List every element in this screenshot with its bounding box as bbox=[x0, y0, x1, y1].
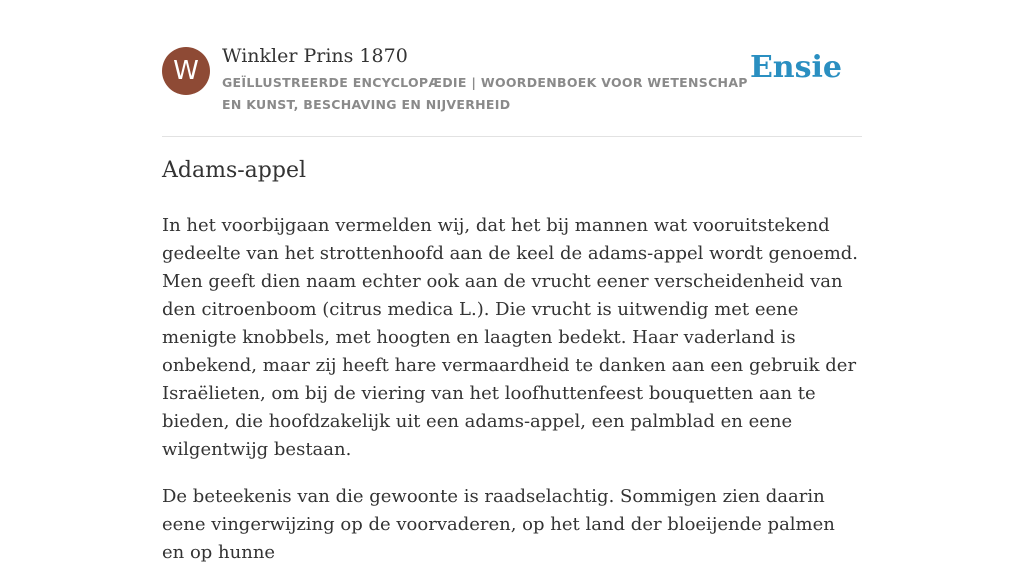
entry-title: Adams-appel bbox=[162, 158, 307, 183]
source-title[interactable]: Winkler Prins 1870 bbox=[222, 45, 408, 67]
source-subtitle: GEÏLLUSTREERDE ENCYCLOPÆDIE | WOORDENBOEK VOOR WETENSCHAP EN KUNST, BESCHAVING EN NIJVERHEID bbox=[222, 75, 748, 112]
ensie-logo-link[interactable]: Ensie bbox=[749, 50, 842, 85]
entry-paragraph: De beteekenis van die gewoonte is raadselachtig. Sommigen zien daarin eene vingerwijzing op de voorvaderen, op het land der bloeijende palmen en op hunne bbox=[162, 486, 835, 563]
source-avatar[interactable]: W bbox=[162, 47, 210, 95]
page-content bbox=[162, 0, 862, 563]
entry-paragraph: In het voorbijgaan vermelden wij, dat het bij mannen wat vooruitstekend gedeelte van het strottenhoofd aan de keel de adams-appel wordt genoemd. Men geeft dien naam echter ook aan de vrucht eener verscheidenheid van den citroenboom (citrus medica L.). Die vrucht is uitwendig met eene menigte knobbels, met hoogten en laagten bedekt. Haar vaderland is onbekend, maar zij heeft hare vermaardheid te danken aan een gebruik der Israëlieten, om bij de viering van het loofhuttenfeest bouquetten aan te bieden, die hoofdzakelijk uit een adams-appel, een palmblad en eene wilgentwijg bestaan. bbox=[162, 215, 859, 460]
entry-body bbox=[162, 212, 862, 586]
source-header bbox=[162, 0, 862, 137]
